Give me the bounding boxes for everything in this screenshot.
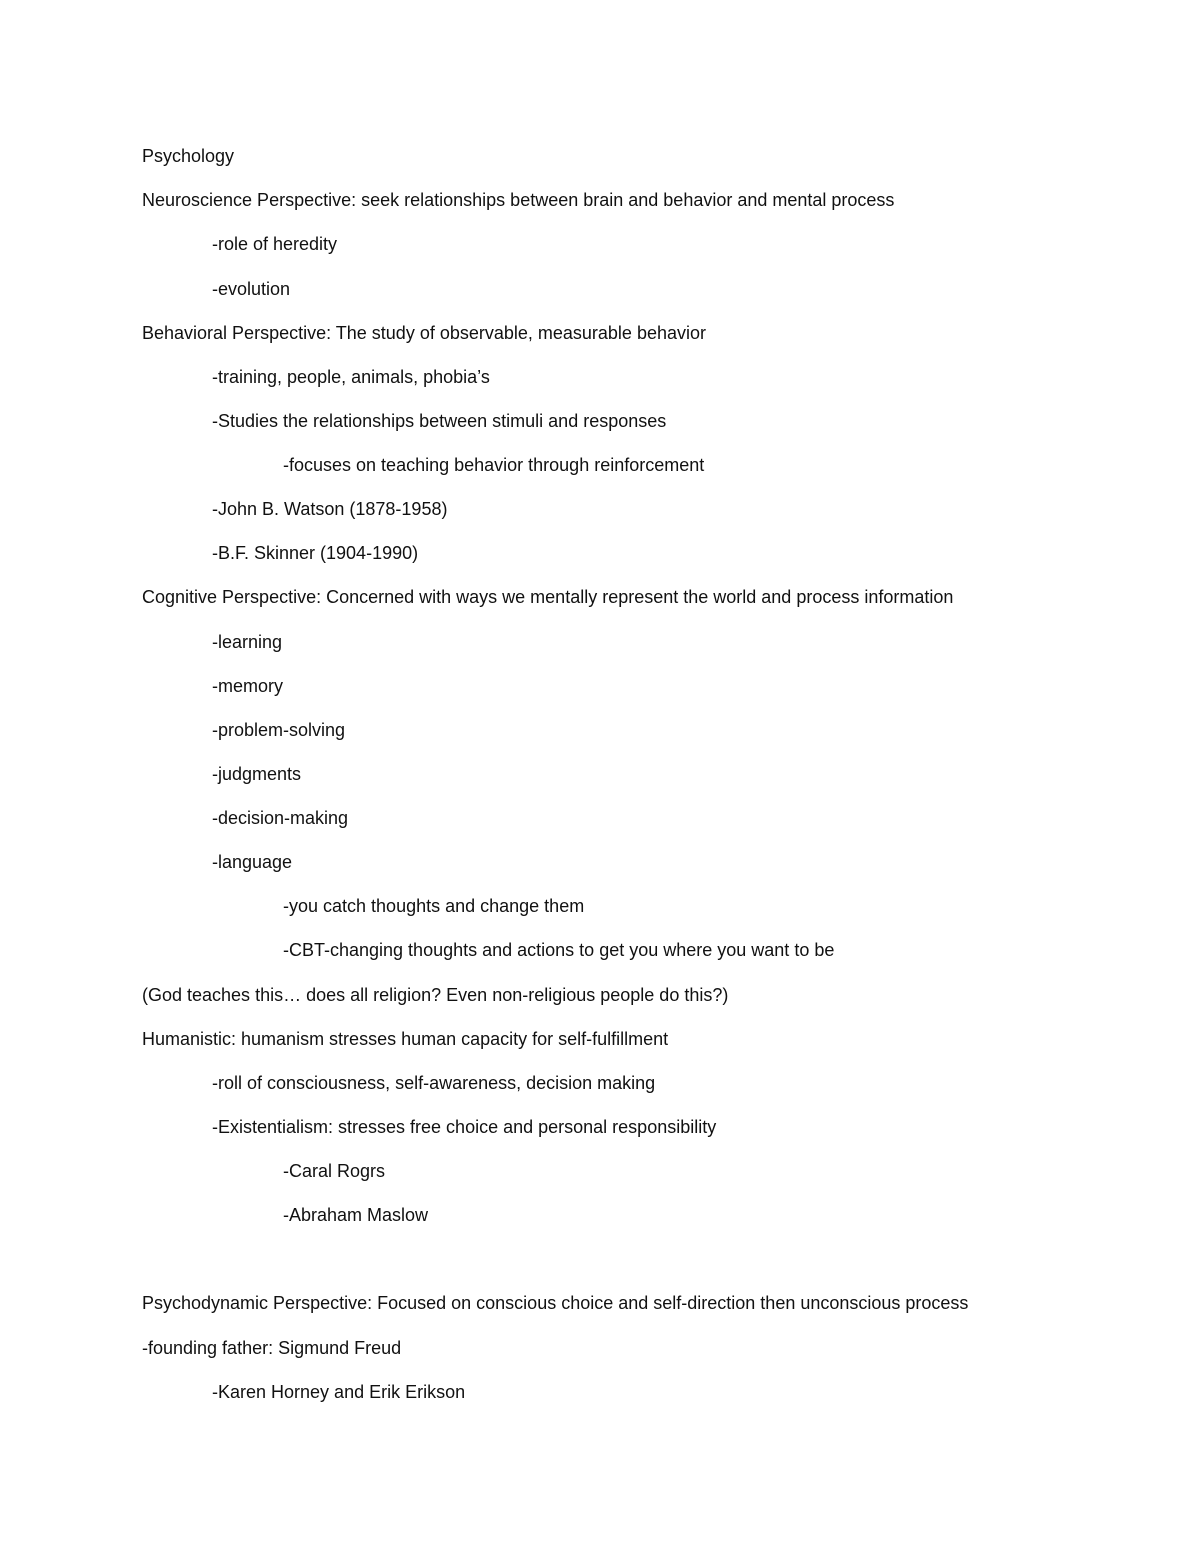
note-line: -Abraham Maslow [283,1205,429,1225]
note-line: -Existentialism: stresses free choice and personal responsibility [212,1117,717,1137]
note-line: -memory [212,676,283,696]
note-line: (God teaches this… does all religion? Even non-religious people do this?) [142,985,729,1005]
note-line: -judgments [212,764,302,784]
note-line: -roll of consciousness, self-awareness, decision making [212,1073,656,1093]
note-line: -Caral Rogrs [283,1161,386,1181]
note-line: -problem-solving [212,720,346,740]
note-line: -CBT-changing thoughts and actions to get you where you want to be [283,940,835,960]
note-line: -John B. Watson (1878-1958) [212,499,448,519]
note-line: -B.F. Skinner (1904-1990) [212,543,419,563]
behavioral-heading: Behavioral Perspective: The study of observable, measurable behavior [142,323,706,343]
neuroscience-heading: Neuroscience Perspective: seek relationships between brain and behavior and mental process [142,190,895,210]
note-line: -you catch thoughts and change them [283,896,585,916]
note-line: -language [212,852,293,872]
psychodynamic-heading: Psychodynamic Perspective: Focused on conscious choice and self-direction then unconscious process [142,1293,969,1313]
note-line: -training, people, animals, phobia’s [212,367,490,387]
note-line: -evolution [212,279,291,299]
cognitive-heading: Cognitive Perspective: Concerned with ways we mentally represent the world and process information [142,587,954,607]
note-line: -focuses on teaching behavior through reinforcement [283,455,705,475]
note-line: -role of heredity [212,234,338,254]
note-line: -Studies the relationships between stimuli and responses [212,411,667,431]
humanistic-heading: Humanistic: humanism stresses human capacity for self-fulfillment [142,1029,669,1049]
note-line: -learning [212,632,283,652]
note-line: -Karen Horney and Erik Erikson [212,1382,466,1402]
document-title: Psychology [142,146,235,166]
note-line: -founding father: Sigmund Freud [142,1338,402,1358]
note-line: -decision-making [212,808,349,828]
